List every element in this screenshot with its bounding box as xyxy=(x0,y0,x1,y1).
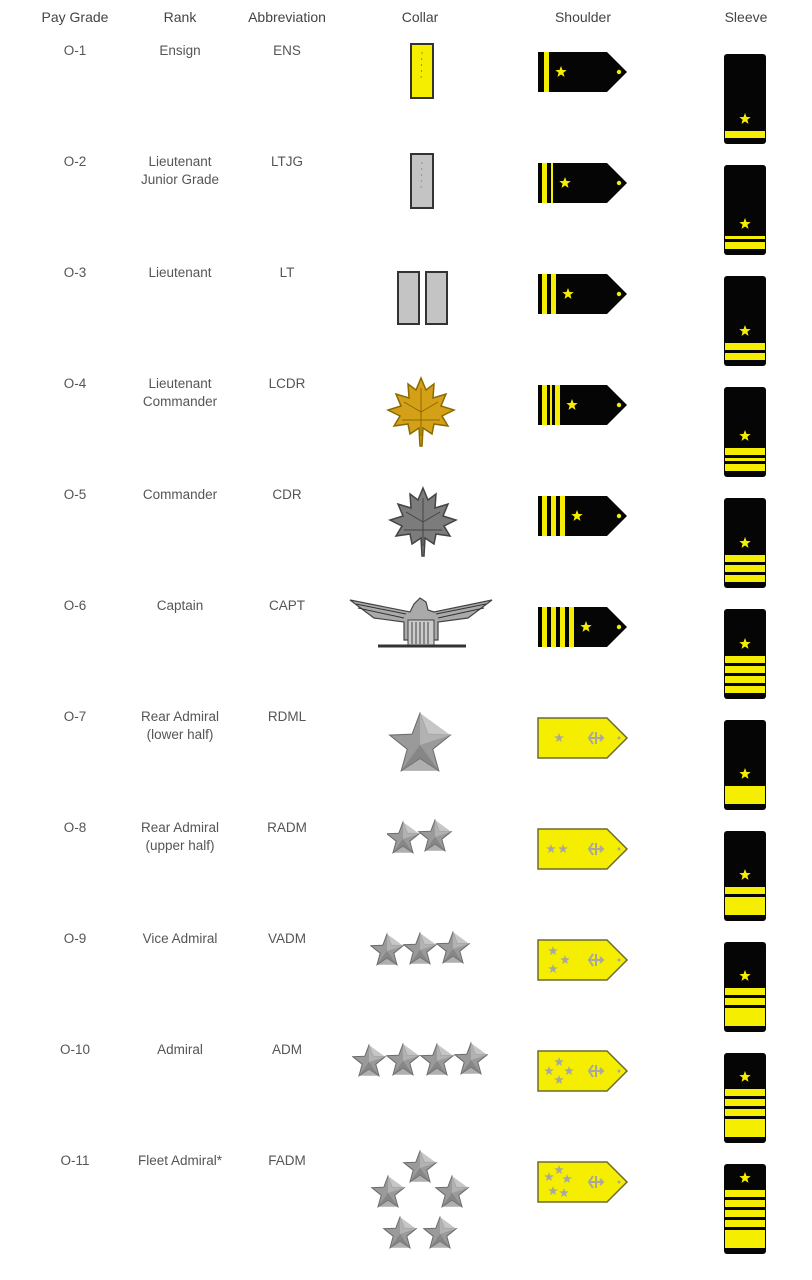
rank-line-1: Lieutenant xyxy=(148,265,212,280)
abbreviation: LCDR xyxy=(268,376,306,391)
header-abbreviation: Abbreviation xyxy=(248,9,326,25)
shoulder-board-icon xyxy=(537,384,629,428)
shoulder-board-icon xyxy=(537,162,629,206)
collar-insignia-double-silver-bar-icon xyxy=(396,270,450,326)
abbreviation: ENS xyxy=(273,43,301,58)
rank-name xyxy=(120,1152,240,1170)
rank-name xyxy=(120,375,240,411)
sleeve-insignia-icon xyxy=(724,831,766,921)
shoulder-board-icon xyxy=(537,495,629,539)
rank-line-1: Rear Admiral xyxy=(140,820,220,835)
pay-grade: O-4 xyxy=(63,376,87,391)
abbreviation: VADM xyxy=(267,931,306,946)
rank-name xyxy=(120,819,240,855)
abbreviation: CDR xyxy=(272,487,302,502)
shoulder-board-icon xyxy=(537,606,629,650)
abbreviation: RDML xyxy=(267,709,307,724)
collar-insignia-3-stars-icon xyxy=(370,930,470,970)
abbreviation: CAPT xyxy=(268,598,305,613)
rank-line-1: Fleet Admiral* xyxy=(137,1153,223,1168)
pay-grade: O-2 xyxy=(63,154,87,169)
sleeve-insignia-icon xyxy=(724,498,766,588)
collar-insignia-1-star-icon xyxy=(387,710,453,776)
sleeve-insignia-icon xyxy=(724,609,766,699)
collar-insignia-5-stars-pentagon-icon xyxy=(368,1150,472,1256)
pay-grade: O-5 xyxy=(63,487,87,502)
collar-insignia-silver-oak-leaf-icon xyxy=(388,486,458,558)
rank-line-1: Captain xyxy=(156,598,204,613)
pay-grade: O-1 xyxy=(63,43,87,58)
collar-insignia-eagle-icon xyxy=(348,596,494,652)
pay-grade: O-3 xyxy=(63,265,87,280)
rank-line-2: Commander xyxy=(142,394,218,409)
pay-grade: O-6 xyxy=(63,598,87,613)
collar-insignia-gold-bar-icon xyxy=(409,42,435,100)
shoulder-board-icon xyxy=(537,273,629,317)
pay-grade: O-7 xyxy=(63,709,87,724)
header-shoulder: Shoulder xyxy=(554,9,612,25)
collar-insignia-2-stars-icon xyxy=(387,819,453,859)
sleeve-insignia-icon xyxy=(724,165,766,255)
rank-line-1: Admiral xyxy=(157,1042,203,1057)
sleeve-insignia-icon xyxy=(724,720,766,810)
rank-line-2: (upper half) xyxy=(145,838,215,853)
sleeve-insignia-icon xyxy=(724,942,766,1032)
sleeve-insignia-icon xyxy=(724,1164,766,1254)
rank-name xyxy=(120,264,240,282)
sleeve-insignia-icon xyxy=(724,1053,766,1143)
shoulder-board-icon xyxy=(537,1161,629,1205)
header-rank: Rank xyxy=(163,9,197,25)
rank-name xyxy=(120,486,240,504)
pay-grade: O-9 xyxy=(63,931,87,946)
pay-grade: O-8 xyxy=(63,820,87,835)
abbreviation: LT xyxy=(279,265,295,280)
sleeve-insignia-icon xyxy=(724,276,766,366)
rank-name xyxy=(120,1041,240,1059)
pay-grade: O-10 xyxy=(59,1042,90,1057)
header-collar: Collar xyxy=(401,9,439,25)
rank-line-1: Lieutenant xyxy=(148,376,212,391)
rank-name xyxy=(120,42,240,60)
collar-insignia-4-stars-icon xyxy=(352,1041,488,1081)
shoulder-board-icon xyxy=(537,51,629,95)
rank-line-2: Junior Grade xyxy=(140,172,220,187)
abbreviation: LTJG xyxy=(270,154,303,169)
shoulder-board-icon xyxy=(537,1050,629,1094)
header-pay-grade: Pay Grade xyxy=(41,9,109,25)
abbreviation: FADM xyxy=(268,1153,306,1168)
rank-name xyxy=(120,597,240,615)
rank-line-2: (lower half) xyxy=(146,727,214,742)
abbreviation: ADM xyxy=(272,1042,302,1057)
rank-line-1: Vice Admiral xyxy=(142,931,218,946)
rank-line-1: Lieutenant xyxy=(148,154,212,169)
rank-name xyxy=(120,153,240,189)
sleeve-insignia-icon xyxy=(724,387,766,477)
abbreviation: RADM xyxy=(267,820,307,835)
shoulder-board-icon xyxy=(537,717,629,761)
shoulder-board-icon xyxy=(537,939,629,983)
header-sleeve: Sleeve xyxy=(724,9,768,25)
collar-insignia-gold-oak-leaf-icon xyxy=(386,376,456,448)
rank-line-1: Commander xyxy=(142,487,218,502)
rank-line-1: Ensign xyxy=(159,43,201,58)
rank-name xyxy=(120,930,240,948)
rank-line-1: Rear Admiral xyxy=(140,709,220,724)
shoulder-board-icon xyxy=(537,828,629,872)
sleeve-insignia-icon xyxy=(724,54,766,144)
pay-grade: O-11 xyxy=(60,1153,90,1168)
rank-name xyxy=(120,708,240,744)
collar-insignia-silver-bar-icon xyxy=(409,152,435,210)
